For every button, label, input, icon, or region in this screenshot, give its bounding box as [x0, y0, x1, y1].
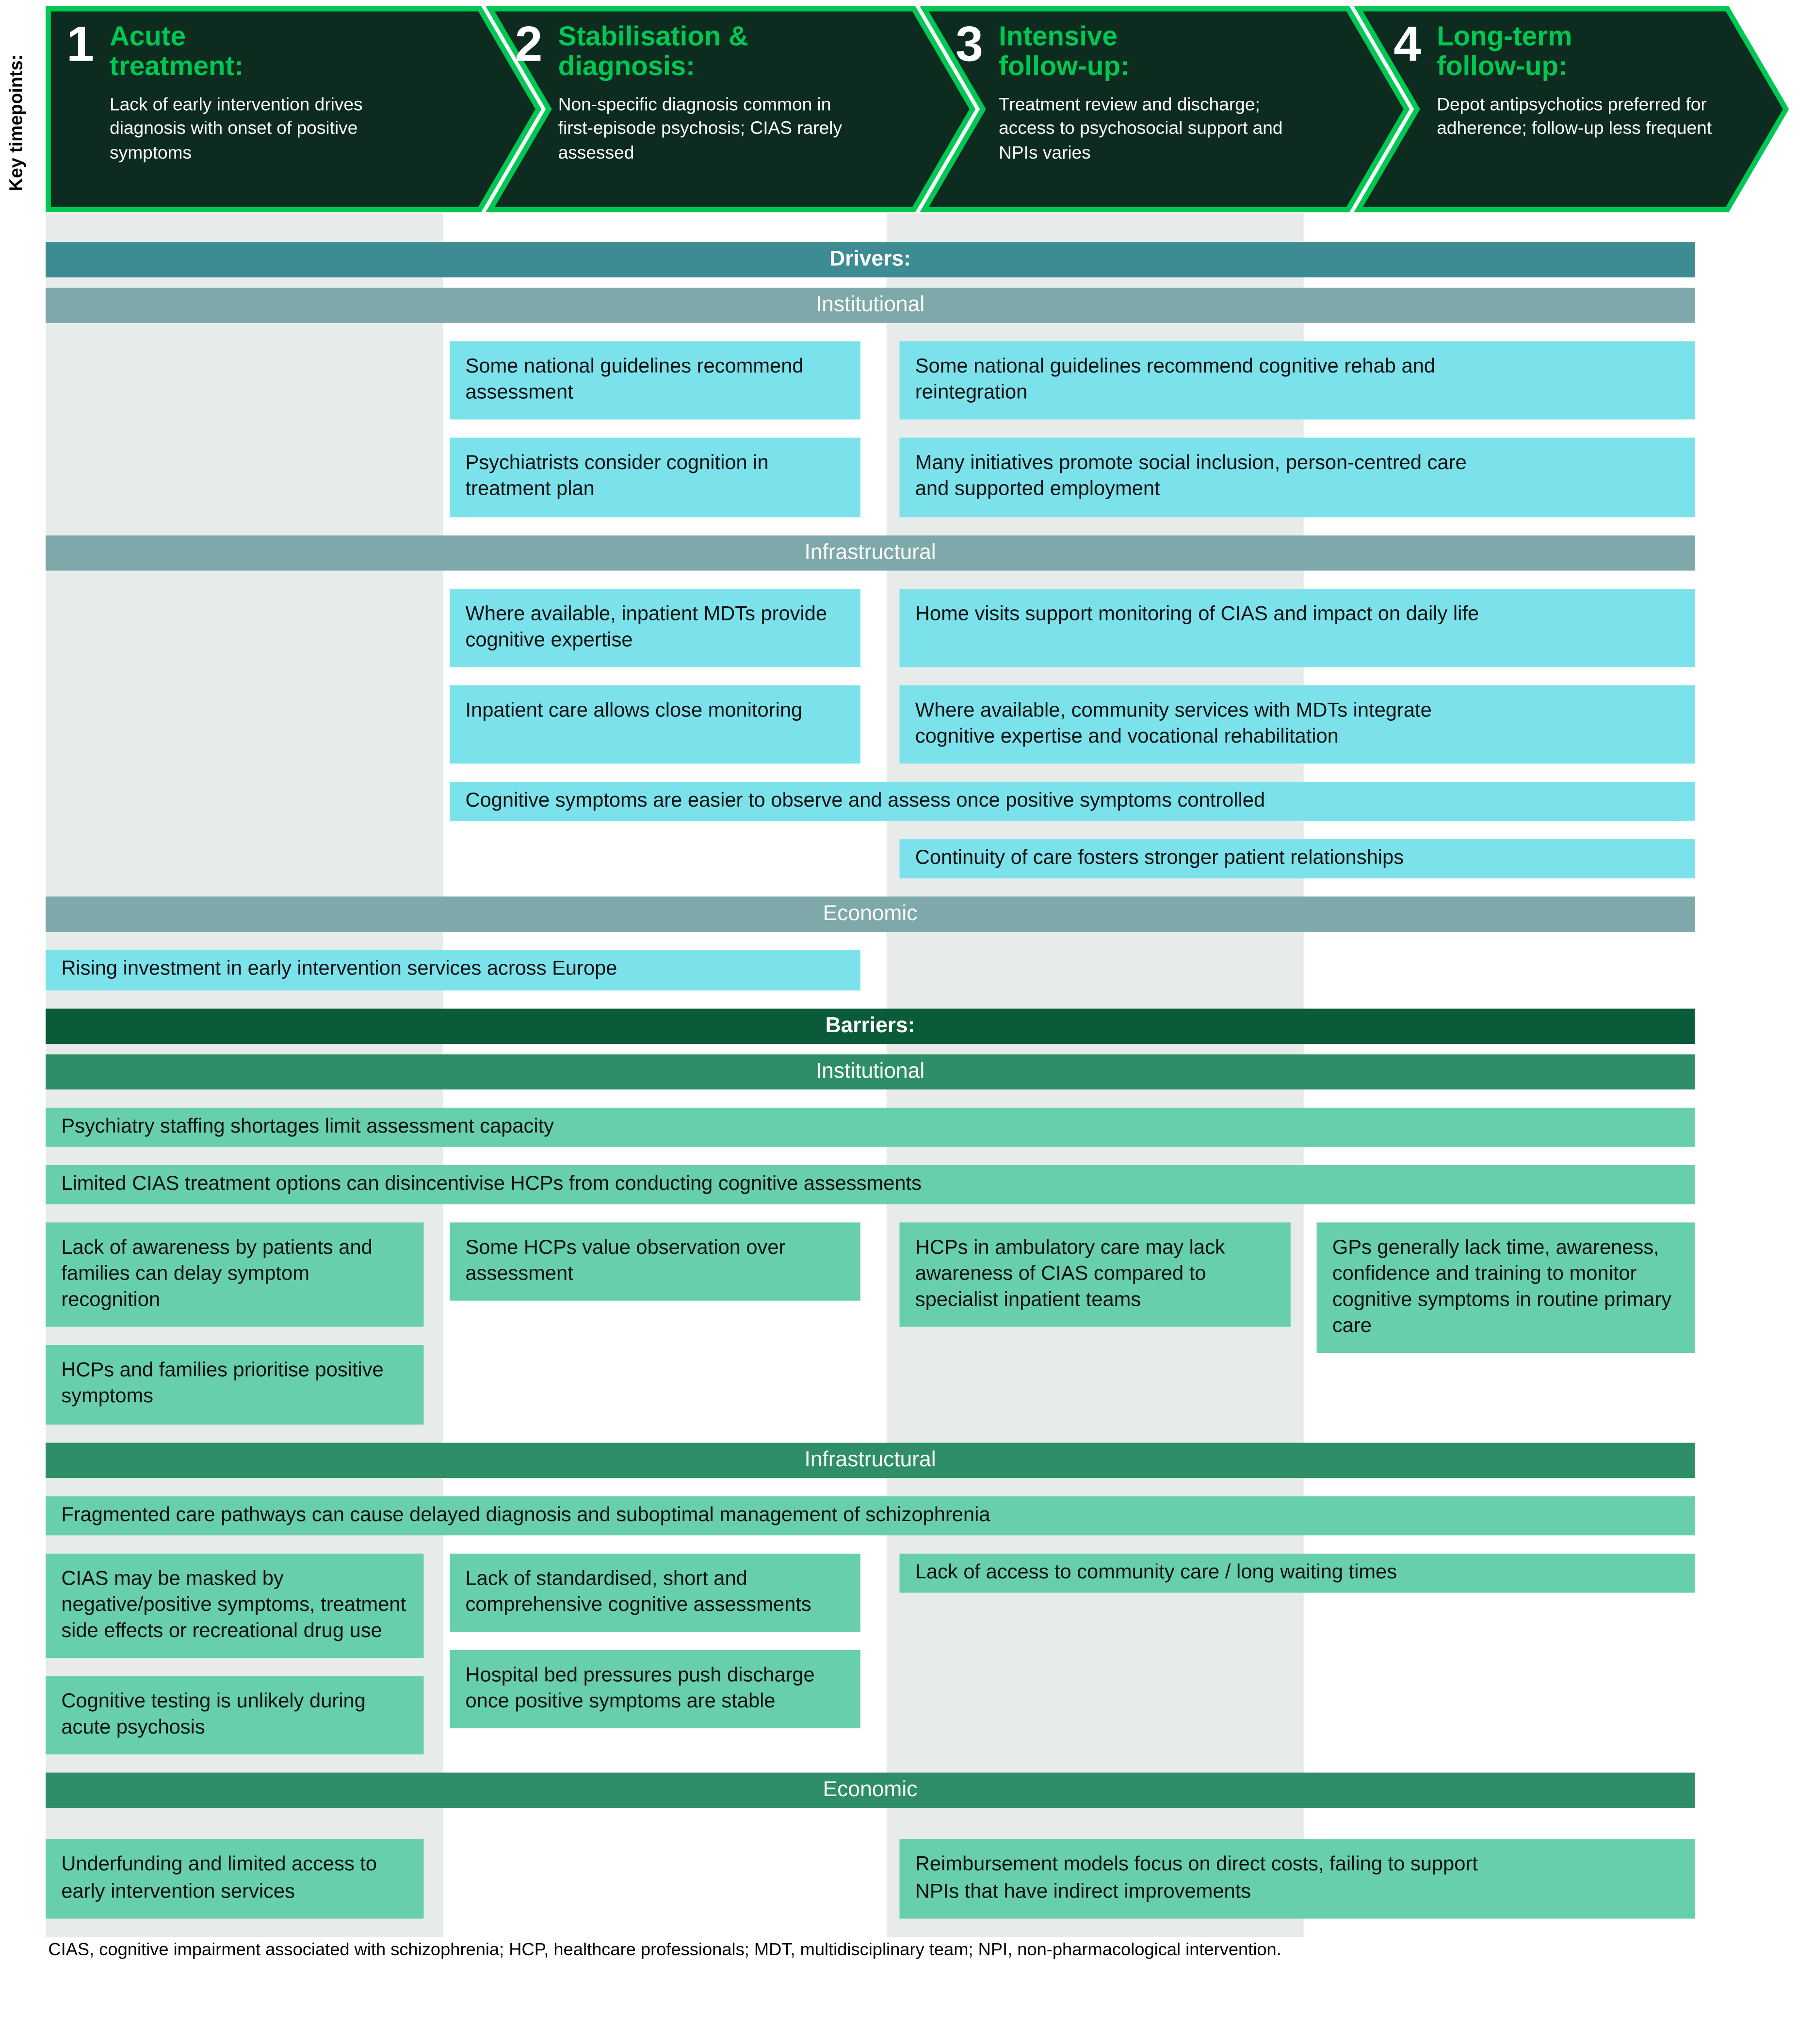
timepoint-3-number: 3 — [956, 17, 983, 73]
barrier-box-underfunding: Underfunding and limited access to early intervention services — [46, 1840, 423, 1918]
barrier-box-bed-pressures: Hospital bed pressures push discharge once positive symptoms are stable — [450, 1650, 860, 1729]
barrier-box-fragmented-pathways: Fragmented care pathways can cause delayed diagnosis and suboptimal management of schizophrenia — [46, 1495, 1695, 1535]
barrier-box-cognitive-testing-unlikely: Cognitive testing is unlikely during acute psychosis — [46, 1676, 423, 1755]
barrier-box-cias-masked: CIAS may be masked by negative/positive symptoms, treatment side effects or recreational drug use — [46, 1553, 423, 1658]
barrier-box-ambulatory-awareness: HCPs in ambulatory care may lack awareness of CIAS compared to specialist inpatient teams — [900, 1222, 1291, 1327]
drivers-institutional-header: Institutional — [46, 288, 1695, 323]
timepoint-1-title: Acute treatment: — [110, 21, 244, 82]
timepoint-4 — [1394, 17, 1759, 141]
timepoint-4-number: 4 — [1394, 17, 1421, 73]
barrier-box-lack-community-access: Lack of access to community care / long waiting times — [900, 1553, 1695, 1592]
barrier-box-gps-lack-time: GPs generally lack time, awareness, confidence and training to monitor cognitive symptoms in routine primary care — [1317, 1222, 1695, 1353]
barrier-box-staffing-shortages: Psychiatry staffing shortages limit assessment capacity — [46, 1107, 1695, 1147]
barriers-infrastructural-header: Infrastructural — [46, 1442, 1695, 1477]
barriers-infra-column-1-stack — [46, 1553, 423, 1755]
drivers-infrastructural-row-1 — [46, 588, 1695, 667]
driver-box-initiatives-inclusion: Many initiatives promote social inclusion, person-centred care and supported employment — [900, 438, 1695, 517]
barriers-economic-row-1 — [46, 1840, 1695, 1918]
driver-box-rising-investment: Rising investment in early intervention services across Europe — [46, 951, 860, 990]
barrier-box-limited-options: Limited CIAS treatment options can disincentivise HCPs from conducting cognitive assessments — [46, 1165, 1695, 1204]
barrier-box-hcps-observation: Some HCPs value observation over assessment — [450, 1222, 860, 1301]
barriers-institutional-row-3 — [46, 1222, 1695, 1424]
driver-box-psychiatrists-cognition: Psychiatrists consider cognition in treatment plan — [450, 438, 860, 517]
drivers-economic-header: Economic — [46, 897, 1695, 932]
barriers-infrastructural-row-2 — [46, 1553, 1695, 1755]
driver-box-inpatient-mdts: Where available, inpatient MDTs provide cognitive expertise — [450, 588, 860, 667]
timepoint-3-description: Treatment review and discharge; access to psychosocial support and NPIs varies — [999, 95, 1283, 162]
driver-box-inpatient-monitoring: Inpatient care allows close monitoring — [450, 685, 860, 764]
driver-box-home-visits: Home visits support monitoring of CIAS and impact on daily life — [900, 588, 1695, 667]
barriers-economic-header: Economic — [46, 1773, 1695, 1809]
barrier-box-lack-standardised: Lack of standardised, short and comprehensive cognitive assessments — [450, 1553, 860, 1632]
drivers-economic-row-1 — [46, 951, 1695, 990]
timepoint-3 — [956, 17, 1346, 165]
drivers-header: Drivers: — [46, 242, 1695, 277]
barriers-column-1-stack — [46, 1222, 423, 1424]
timepoint-1 — [66, 17, 457, 165]
drivers-infrastructural-row-4 — [46, 840, 1695, 879]
key-timepoints-label: Key timepoints: — [5, 53, 26, 191]
timepoint-2-number: 2 — [515, 17, 543, 73]
driver-box-continuity-care: Continuity of care fosters stronger patient relationships — [900, 840, 1695, 879]
driver-box-guidelines-assessment: Some national guidelines recommend assessment — [450, 341, 860, 420]
driver-box-community-services: Where available, community services with MDTs integrate cognitive expertise and vocational rehabilitation — [900, 685, 1695, 764]
barrier-box-lack-awareness: Lack of awareness by patients and families can delay symptom recognition — [46, 1222, 423, 1327]
driver-box-guidelines-rehab: Some national guidelines recommend cognitive rehab and reintegration — [900, 341, 1695, 420]
timepoint-1-number: 1 — [66, 17, 94, 73]
cias-care-pathway-infographic — [0, 5, 1799, 2044]
barriers-institutional-header: Institutional — [46, 1054, 1695, 1089]
timepoint-4-description: Depot antipsychotics preferred for adherence; follow-up less frequent — [1437, 95, 1712, 139]
drivers-infrastructural-row-3 — [46, 782, 1695, 821]
driver-box-symptoms-observe: Cognitive symptoms are easier to observe and assess once positive symptoms controlled — [450, 782, 1695, 821]
timepoint-2-description: Non-specific diagnosis common in first-episode psychosis; CIAS rarely assessed — [558, 95, 843, 162]
barrier-box-prioritise-positive: HCPs and families prioritise positive symptoms — [46, 1346, 423, 1424]
drivers-infrastructural-row-2 — [46, 685, 1695, 764]
timepoint-2 — [515, 17, 906, 165]
barriers-infrastructural-row-1 — [46, 1495, 1695, 1535]
barriers-infra-column-2-stack — [450, 1553, 860, 1729]
drivers-institutional-row-2 — [46, 438, 1695, 517]
abbreviations-footnote: CIAS, cognitive impairment associated with schizophrenia; HCP, healthcare professionals; MDT, multidisciplinary team; NPI, non-pharmacological intervention. — [48, 1939, 1281, 1959]
timepoint-2-title: Stabilisation & diagnosis: — [558, 21, 748, 82]
timepoints-band — [46, 5, 1788, 213]
drivers-institutional-row-1 — [46, 341, 1695, 420]
timepoint-4-title: Long-term follow-up: — [1437, 21, 1572, 82]
barriers-institutional-row-1 — [46, 1107, 1695, 1147]
timepoint-3-title: Intensive follow-up: — [999, 21, 1130, 82]
timepoint-1-description: Lack of early intervention drives diagnosis with onset of positive symptoms — [110, 95, 363, 162]
barrier-box-reimbursement: Reimbursement models focus on direct costs, failing to support NPIs that have indirect improvements — [900, 1840, 1695, 1918]
barriers-institutional-row-2 — [46, 1165, 1695, 1204]
drivers-infrastructural-header: Infrastructural — [46, 535, 1695, 570]
barriers-header: Barriers: — [46, 1008, 1695, 1043]
drivers-barriers-matrix — [46, 242, 1695, 1918]
